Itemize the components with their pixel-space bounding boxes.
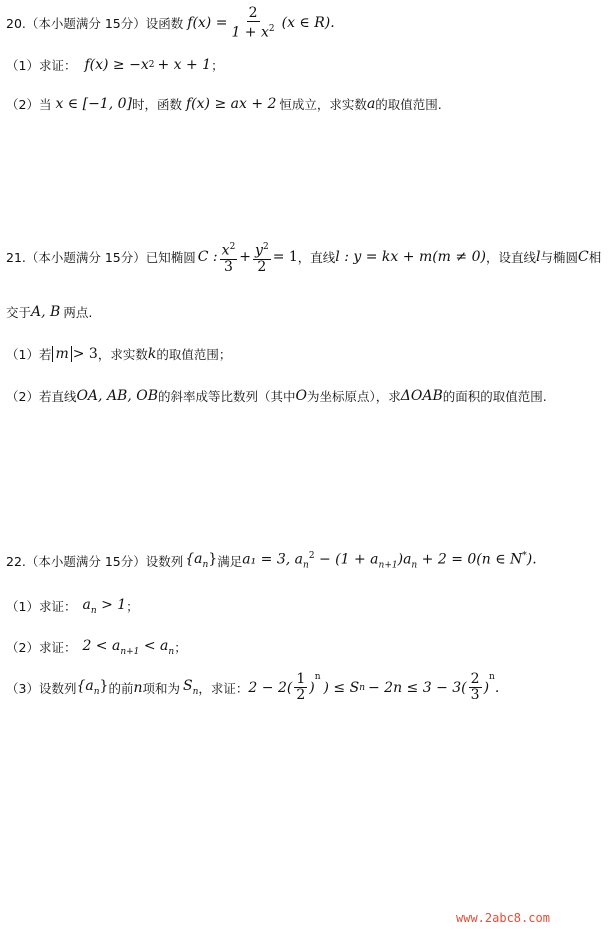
q21-p1-math: > 3 (72, 346, 98, 362)
q20-domain: (x ∈ R). (281, 15, 335, 32)
q21-p1-end: 的取值范围； (156, 347, 232, 362)
q22-part2 (6, 638, 187, 657)
q20-p2-text-b: 恒成立，求实数 (279, 97, 367, 112)
q20-p2-math-b: f(x) ≥ ax + 2 (186, 96, 277, 112)
q21-text-c: 与椭圆 (540, 250, 578, 266)
q21-eq1: = 1 (272, 249, 298, 266)
watermark-text: www.2abc8.com (456, 911, 550, 925)
q21-plus: + (239, 249, 252, 266)
q21-ellipse-C: C : (197, 249, 218, 266)
q21-text-b: ，设直线 (485, 250, 536, 266)
q20-p2-label: （2）当 (6, 97, 52, 112)
q22-paren-close-1: ) (309, 679, 315, 696)
q20-p1-end: ； (211, 58, 224, 73)
q22-p1-label: （1）求证： (6, 599, 77, 615)
q22-header (6, 551, 537, 570)
q21-p2-tri: ΔOAB (400, 388, 443, 404)
q22-seq: $\{a_n\}$ (185, 551, 218, 571)
q22-p3-seq: $\{a_n\}$ (76, 678, 109, 697)
q22-p1-math: $a_n > 1$ (82, 597, 127, 616)
q20-header (6, 6, 335, 41)
q21-part2 (6, 387, 547, 405)
q22-p2-math: $2 < a_{n+1} < a_n$ (82, 638, 175, 657)
q22-p3-n: n (133, 679, 143, 696)
q22-part1 (6, 597, 139, 616)
q22-p3-S: $S_n$ (183, 678, 199, 697)
q22-paren-close-2: ) (483, 679, 490, 696)
q20-part1 (6, 56, 224, 74)
q21-header (6, 240, 601, 275)
q22-text-a: 满足 (217, 553, 243, 569)
q21-part1 (6, 345, 231, 363)
q21-frac-y: $\frac{y^2}{2}$ (255, 242, 269, 275)
q21-AB: A, B (31, 304, 61, 320)
q22-p3-text-b: 项和为 (142, 680, 180, 696)
q22-p3-label: （3）设数列 (6, 680, 77, 696)
q20-head-text: 20.（本小题满分 15分）设函数 (6, 16, 184, 32)
q21-frac-x: $\frac{x^2}{3}$ (221, 242, 236, 275)
q21-line-eq: l : y = kx + m(m ≠ 0) (335, 249, 486, 266)
q22-p2-label: （2）求证： (6, 640, 77, 656)
q21-C-var: C (577, 249, 589, 266)
q20-p1-exp: 2 (148, 60, 155, 70)
q21-l-var: l (535, 249, 541, 266)
q21-p1-var: k (147, 346, 157, 362)
q20-frac-den: $1 + x^2$ (231, 24, 275, 41)
q20-p2-text-a: 时，函数 (131, 97, 182, 112)
q20-p1-math-a: f(x) ≥ −x (84, 57, 149, 73)
q21-p2-text-a: 的斜率成等比数列（其中 (158, 389, 296, 404)
q22-p1-end: ； (126, 599, 139, 615)
q22-half-frac: $\frac{1}{2}$ (296, 671, 306, 703)
q22-p3-text-c: ，求证： (198, 680, 249, 696)
q21-cont-a: 交于 (6, 305, 32, 320)
q21-p2-O: O (295, 388, 308, 404)
q21-text-a: ，直线 (297, 250, 336, 266)
q21-p2-text-b: 为坐标原点），求 (307, 389, 401, 404)
q21-cont-b: 两点. (63, 305, 93, 320)
q21-continuation (6, 303, 92, 321)
q20-part2 (6, 95, 442, 113)
q22-p3-text-a: 的前 (108, 680, 134, 696)
q20-p2-text-c: 的取值范围. (375, 97, 442, 112)
q20-fraction (229, 6, 276, 41)
q21-p1-abs: m (52, 346, 71, 362)
q20-p1-math-b: + x + 1 (157, 57, 212, 73)
q20-p1-label: （1）求证： (6, 58, 77, 73)
q21-p2-text-c: 的面积的取值范围. (442, 389, 547, 404)
q22-inequality: 2 − 2( $\frac{1}{2}$ ) n ) ≤ S n − 2n ≤ 3 − 3( $\frac{2}{3}$ ) n . (248, 671, 500, 703)
q22-head-text: 22.（本小题满分 15分）设数列 (6, 553, 184, 569)
q21-p2-lines: OA, AB, OB (76, 388, 159, 404)
q21-p2-label: （2）若直线 (6, 389, 77, 404)
q20-frac-num: 2 (248, 5, 258, 21)
q22-part3 (6, 672, 499, 703)
q20-p2-math-a: x ∈ [−1, 0] (55, 96, 132, 112)
q22-condition: a₁ = 3, $a_n^2 - (1 + a_{n+1})a_n + 2 = 0(n$ ∈ N*). (242, 551, 537, 571)
q21-p1-text: ，求实数 (97, 347, 148, 362)
q21-p1-label: （1）若 (6, 347, 52, 362)
q21-head-text: 21.（本小题满分 15分）已知椭圆 (6, 250, 196, 266)
q21-text-d: 相 (588, 250, 602, 266)
q20-func-lhs: f(x) = (187, 15, 228, 32)
q22-p2-end: ； (174, 640, 187, 656)
q20-p2-var: a (366, 96, 376, 112)
q22-two-thirds-frac: $\frac{2}{3}$ (470, 671, 480, 703)
